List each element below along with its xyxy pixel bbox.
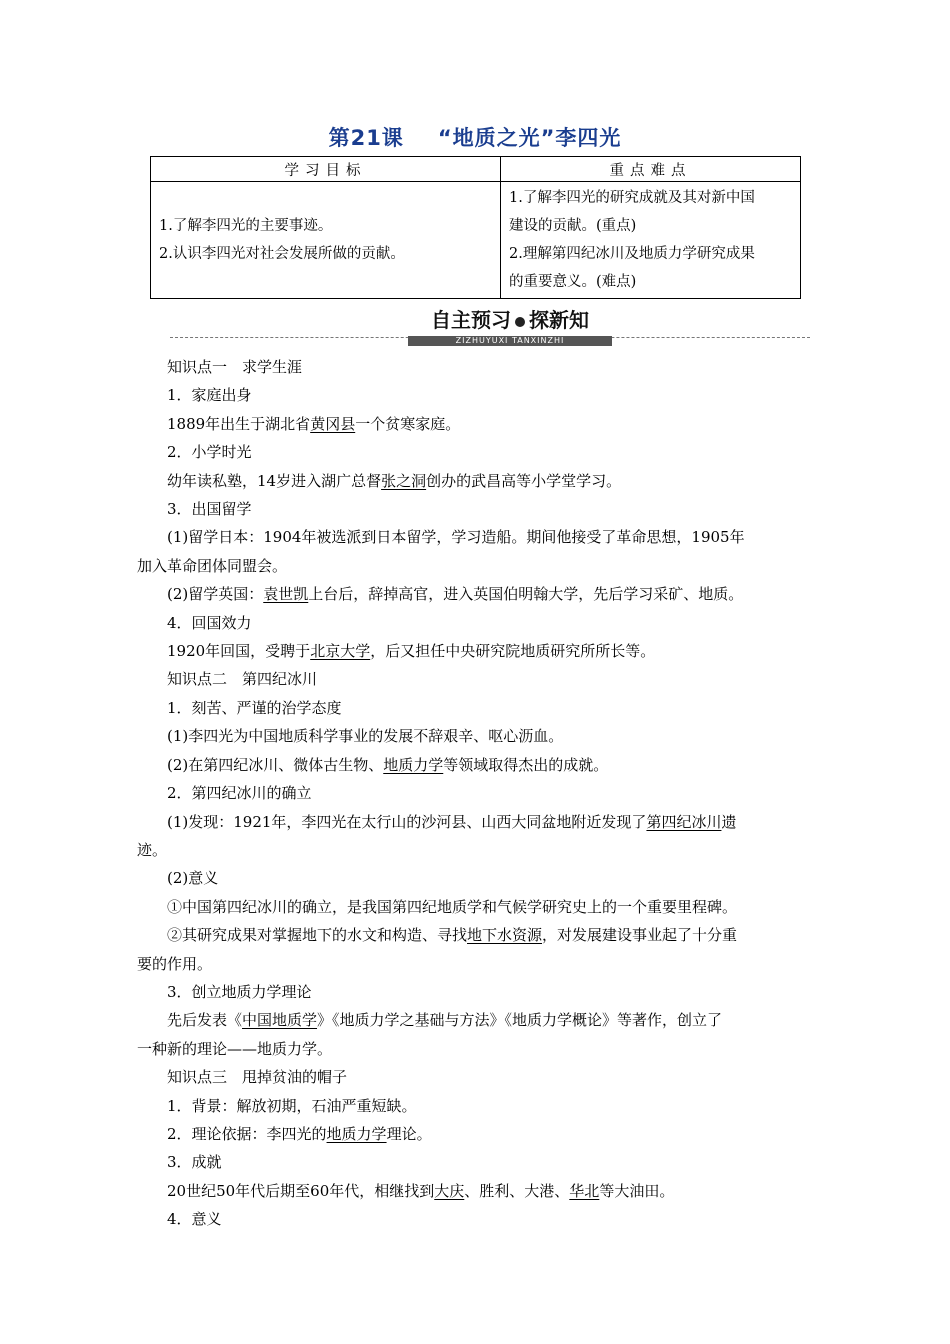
- subheading: 4．意义: [167, 1210, 222, 1229]
- knowledge-point-heading: 知识点一 求学生涯: [167, 358, 303, 376]
- blank-answer: 大庆: [434, 1181, 465, 1200]
- blank-answer: 中国地质学: [242, 1011, 318, 1030]
- lesson-content: [137, 353, 815, 1234]
- key-point-line: 建设的贡献。(重点): [509, 218, 637, 234]
- subheading: 1．刻苦、严谨的治学态度: [167, 698, 342, 717]
- paragraph: 1．背景：解放初期，石油严重短缺。: [167, 1096, 417, 1115]
- subheading: 1．家庭出身: [167, 386, 252, 405]
- blank-answer: 张之洞: [381, 471, 427, 490]
- paragraph: 20世纪50年代后期至60年代，相继找到大庆、胜利、大港、华北等大油田。: [167, 1181, 675, 1200]
- paragraph: 先后发表《中国地质学》《地质力学之基础与方法》《地质力学概论》等著作，创立了: [167, 1011, 723, 1030]
- arrow-bullet-icon: [515, 317, 525, 327]
- header-learning-goals: 学习目标: [151, 157, 501, 182]
- paragraph: 加入革命团体同盟会。: [137, 556, 288, 575]
- knowledge-point-heading: 知识点二 第四纪冰川: [167, 670, 318, 689]
- paragraph: (1)留学日本：1904年被选派到日本留学，学习造船。期间他接受了革命思想，1905年: [167, 528, 745, 547]
- blank-answer: 北京大学: [310, 642, 371, 661]
- blank-answer: 第四纪冰川: [646, 812, 722, 831]
- banner-title: 自主预习 探新知: [431, 308, 589, 332]
- lesson-name: “地质之光”李四光: [437, 126, 622, 150]
- paragraph: 要的作用。: [137, 954, 213, 973]
- blank-answer: 地质力学: [383, 755, 444, 774]
- subheading: 3．创立地质力学理论: [167, 982, 312, 1001]
- learning-goals-cell: [151, 182, 501, 299]
- knowledge-point-heading: 知识点三 甩掉贫油的帽子: [167, 1068, 348, 1087]
- paragraph: 迹。: [137, 840, 168, 859]
- lesson-number: 第21课: [328, 126, 404, 150]
- blank-answer: 华北: [569, 1181, 600, 1200]
- blank-answer: 黄冈县: [310, 414, 356, 433]
- header-key-points: 重点难点: [501, 157, 801, 182]
- blank-answer: 地质力学: [326, 1124, 387, 1143]
- lesson-title: [0, 122, 950, 152]
- paragraph: (1)李四光为中国地质科学事业的发展不辞艰辛、呕心沥血。: [167, 727, 564, 746]
- paragraph: 幼年读私塾，14岁进入湖广总督张之洞创办的武昌高等小学堂学习。: [167, 471, 622, 490]
- subheading: 2．小学时光: [167, 443, 252, 462]
- subheading: 2．第四纪冰川的确立: [167, 784, 312, 803]
- paragraph: (2)留学英国：袁世凯上台后，辞掉高官，进入英国伯明翰大学，先后学习采矿、地质。: [167, 585, 744, 604]
- key-point-line: 2.理解第四纪冰川及地质力学研究成果: [509, 246, 755, 262]
- paragraph: ①中国第四纪冰川的确立，是我国第四纪地质学和气候学研究史上的一个重要里程碑。: [167, 897, 738, 916]
- paragraph: 1889年出生于湖北省黄冈县一个贫寒家庭。: [167, 414, 461, 433]
- paragraph: (2)意义: [167, 869, 219, 888]
- key-points-cell: [501, 182, 801, 299]
- key-point-line: 的重要意义。(难点): [509, 274, 637, 290]
- banner-pinyin: ZIZHUYUXI TANXINZHI: [408, 336, 612, 346]
- blank-answer: 袁世凯: [263, 585, 309, 604]
- goal-item: 2.认识李四光对社会发展所做的贡献。: [159, 246, 405, 262]
- paragraph: (2)在第四纪冰川、微体古生物、地质力学等领域取得杰出的成就。: [167, 755, 609, 774]
- paragraph: (1)发现：1921年，李四光在太行山的沙河县、山西大同盆地附近发现了第四纪冰川遗: [167, 812, 737, 831]
- blank-answer: 地下水资源: [467, 926, 543, 945]
- subheading: 3．出国留学: [167, 500, 252, 519]
- section-banner: [170, 306, 810, 344]
- paragraph: 一种新的理论——地质力学。: [137, 1039, 333, 1058]
- paragraph: ②其研究成果对掌握地下的水文和构造、寻找地下水资源，对发展建设事业起了十分重: [167, 926, 738, 945]
- subheading: 4．回国效力: [167, 613, 252, 632]
- paragraph: 2．理论依据：李四光的地质力学理论。: [167, 1124, 432, 1143]
- key-point-line: 1.了解李四光的研究成就及其对新中国: [509, 190, 755, 206]
- subheading: 3．成就: [167, 1153, 222, 1172]
- goals-table: [150, 156, 801, 299]
- paragraph: 1920年回国，受聘于北京大学，后又担任中央研究院地质研究所所长等。: [167, 642, 656, 661]
- goal-item: 1.了解李四光的主要事迹。: [159, 218, 333, 234]
